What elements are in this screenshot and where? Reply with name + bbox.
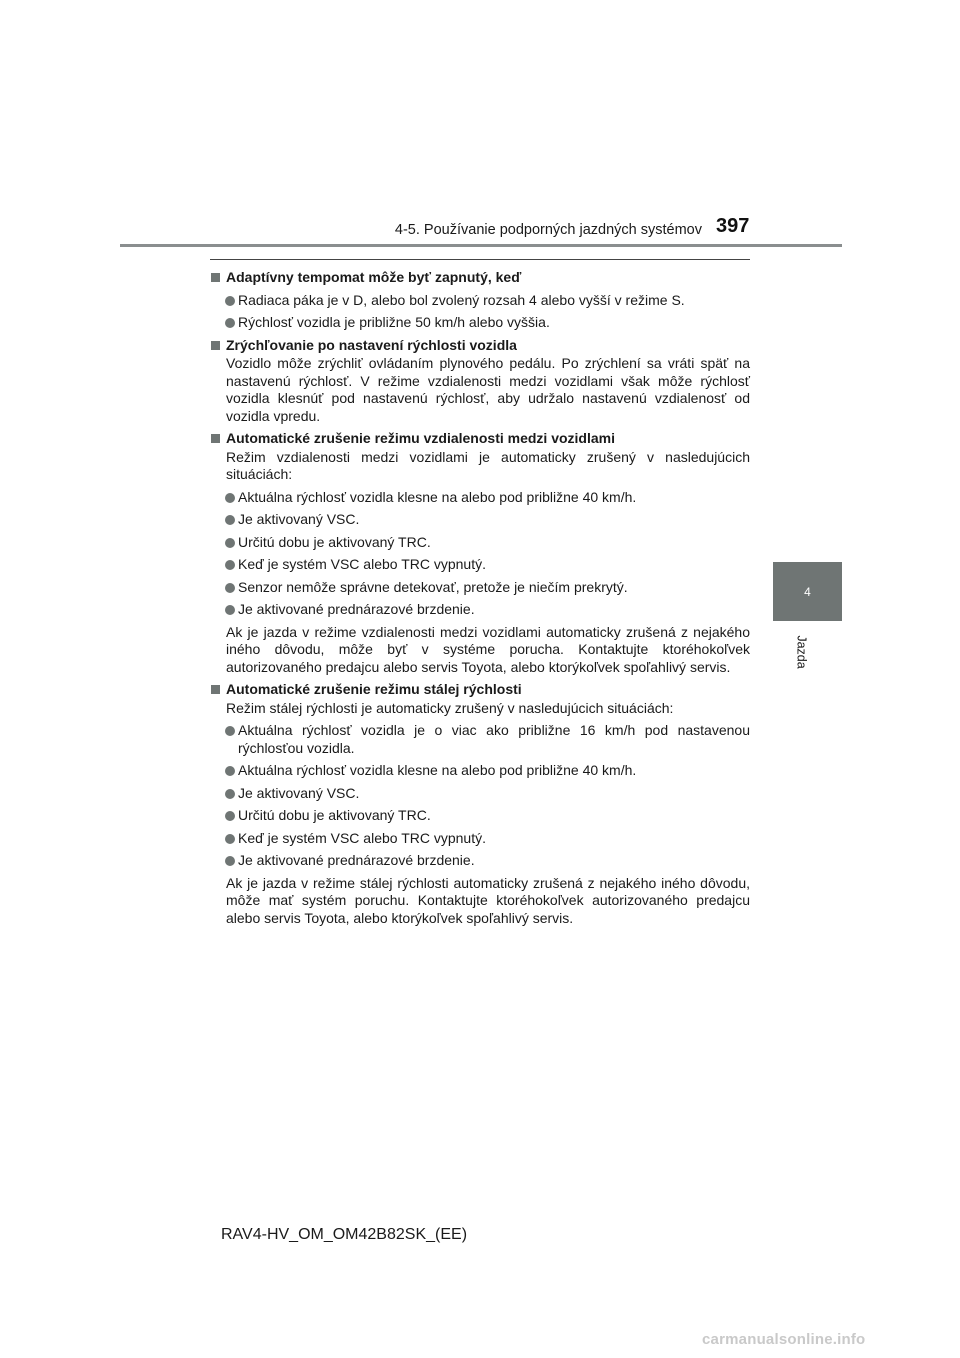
section-heading-text: Automatické zrušenie režimu vzdialenosti medzi vozidlami xyxy=(226,430,615,446)
list-item xyxy=(210,601,750,619)
list-item xyxy=(210,489,750,507)
list-item-text: Aktuálna rýchlosť vozidla je o viac ako približne 16 km/h pod nastavenou rýchlosťou vozidla. xyxy=(238,722,750,756)
chapter-tab-label xyxy=(794,632,810,672)
section-note: Ak je jazda v režime stálej rýchlosti automaticky zrušená z nejakého iného dôvodu, môže mať systém poruchu. Kontaktujte ktoréhokoľvek autorizovaného predajcu alebo servis Toyota, alebo ktorýkoľvek spoľahlivý servis. xyxy=(226,874,750,926)
round-bullet-icon xyxy=(225,493,235,503)
list-item-text: Senzor nemôže správne detekovať, pretože je niečím prekrytý. xyxy=(238,578,628,595)
list-item-text: Radiaca páka je v D, alebo bol zvolený rozsah 4 alebo vyšší v režime S. xyxy=(238,291,685,308)
section-heading-text: Adaptívny tempomat môže byť zapnutý, keď xyxy=(226,269,522,285)
list-item xyxy=(210,722,750,757)
square-bullet-icon xyxy=(211,273,220,282)
list-item xyxy=(210,830,750,848)
page-number: 397 xyxy=(716,215,750,237)
chapter-tab-number: 4 xyxy=(804,584,811,599)
page-body xyxy=(210,264,750,927)
list-item-text: Je aktivované prednárazové brzdenie. xyxy=(238,601,475,617)
round-bullet-icon xyxy=(225,726,235,736)
section-heading xyxy=(210,681,750,699)
list-item xyxy=(210,579,750,597)
section-heading xyxy=(210,430,750,448)
section-heading xyxy=(210,337,750,355)
list-item-text: Aktuálna rýchlosť vozidla klesne na alebo pod približne 40 km/h. xyxy=(238,762,637,778)
list-item-text: Keď je systém VSC alebo TRC vypnutý. xyxy=(238,556,487,572)
list-item-text: Je aktivované prednárazové brzdenie. xyxy=(238,852,475,868)
section-intro: Vozidlo môže zrýchliť ovládaním plynového pedálu. Po zrýchlení sa vráti späť na nastavenú rýchlosť. V režime vzdialenosti medzi vozidlami však môže rýchlosť vozidla klesnúť pod nastavenú rýchlosť, aby udržalo nastavenú vzdialenosť od vozidla vpredu. xyxy=(226,355,750,424)
chapter-tab-label-text: Jazda xyxy=(795,635,810,669)
round-bullet-icon xyxy=(225,296,235,306)
list-item-text: Je aktivovaný VSC. xyxy=(238,511,360,527)
square-bullet-icon xyxy=(211,434,220,443)
list-item xyxy=(210,292,750,310)
section-heading-text: Zrýchľovanie po nastavení rýchlosti vozidla xyxy=(226,336,517,353)
content-divider xyxy=(210,259,750,260)
round-bullet-icon xyxy=(225,318,235,328)
round-bullet-icon xyxy=(225,605,235,615)
chapter-tab xyxy=(773,562,842,621)
round-bullet-icon xyxy=(225,560,235,570)
square-bullet-icon xyxy=(211,685,220,694)
list-item-text: Keď je systém VSC alebo TRC vypnutý. xyxy=(238,829,487,846)
section-heading-text: Automatické zrušenie režimu stálej rýchlosti xyxy=(226,681,522,697)
list-item-text: Určitú dobu je aktivovaný TRC. xyxy=(238,807,431,823)
list-item-text: Určitú dobu je aktivovaný TRC. xyxy=(238,533,431,550)
section-intro: Režim stálej rýchlosti je automaticky zrušený v nasledujúcich situáciách: xyxy=(226,699,674,716)
section-note: Ak je jazda v režime vzdialenosti medzi vozidlami automaticky zrušená z nejakého iného dôvodu, môže byť v systéme porucha. Kontaktujte ktoréhokoľvek autorizovaného predajcu alebo servis Toyota, alebo ktorýkoľvek spoľahlivý servis. xyxy=(226,623,750,675)
round-bullet-icon xyxy=(225,583,235,593)
round-bullet-icon xyxy=(225,538,235,548)
section-heading xyxy=(210,269,750,287)
list-item-text: Aktuálna rýchlosť vozidla klesne na alebo pod približne 40 km/h. xyxy=(238,488,637,505)
list-item xyxy=(210,807,750,825)
chapter-title: 4-5. Používanie podporných jazdných systémov xyxy=(394,222,702,238)
watermark: carmanualsonline.info xyxy=(702,1331,866,1348)
list-item xyxy=(210,534,750,552)
list-item xyxy=(210,852,750,870)
header-divider xyxy=(120,244,842,247)
list-item xyxy=(210,762,750,780)
list-item-text: Je aktivovaný VSC. xyxy=(238,784,360,801)
list-item xyxy=(210,314,750,332)
document-code: RAV4-HV_OM_OM42B82SK_(EE) xyxy=(221,1226,468,1243)
section-intro: Režim vzdialenosti medzi vozidlami je automaticky zrušený v nasledujúcich situáciách: xyxy=(226,448,750,482)
list-item xyxy=(210,556,750,574)
round-bullet-icon xyxy=(225,811,235,821)
list-item xyxy=(210,511,750,529)
round-bullet-icon xyxy=(225,515,235,525)
round-bullet-icon xyxy=(225,789,235,799)
round-bullet-icon xyxy=(225,856,235,866)
list-item xyxy=(210,785,750,803)
round-bullet-icon xyxy=(225,834,235,844)
round-bullet-icon xyxy=(225,766,235,776)
list-item-text: Rýchlosť vozidla je približne 50 km/h alebo vyššia. xyxy=(238,314,550,330)
square-bullet-icon xyxy=(211,341,220,350)
